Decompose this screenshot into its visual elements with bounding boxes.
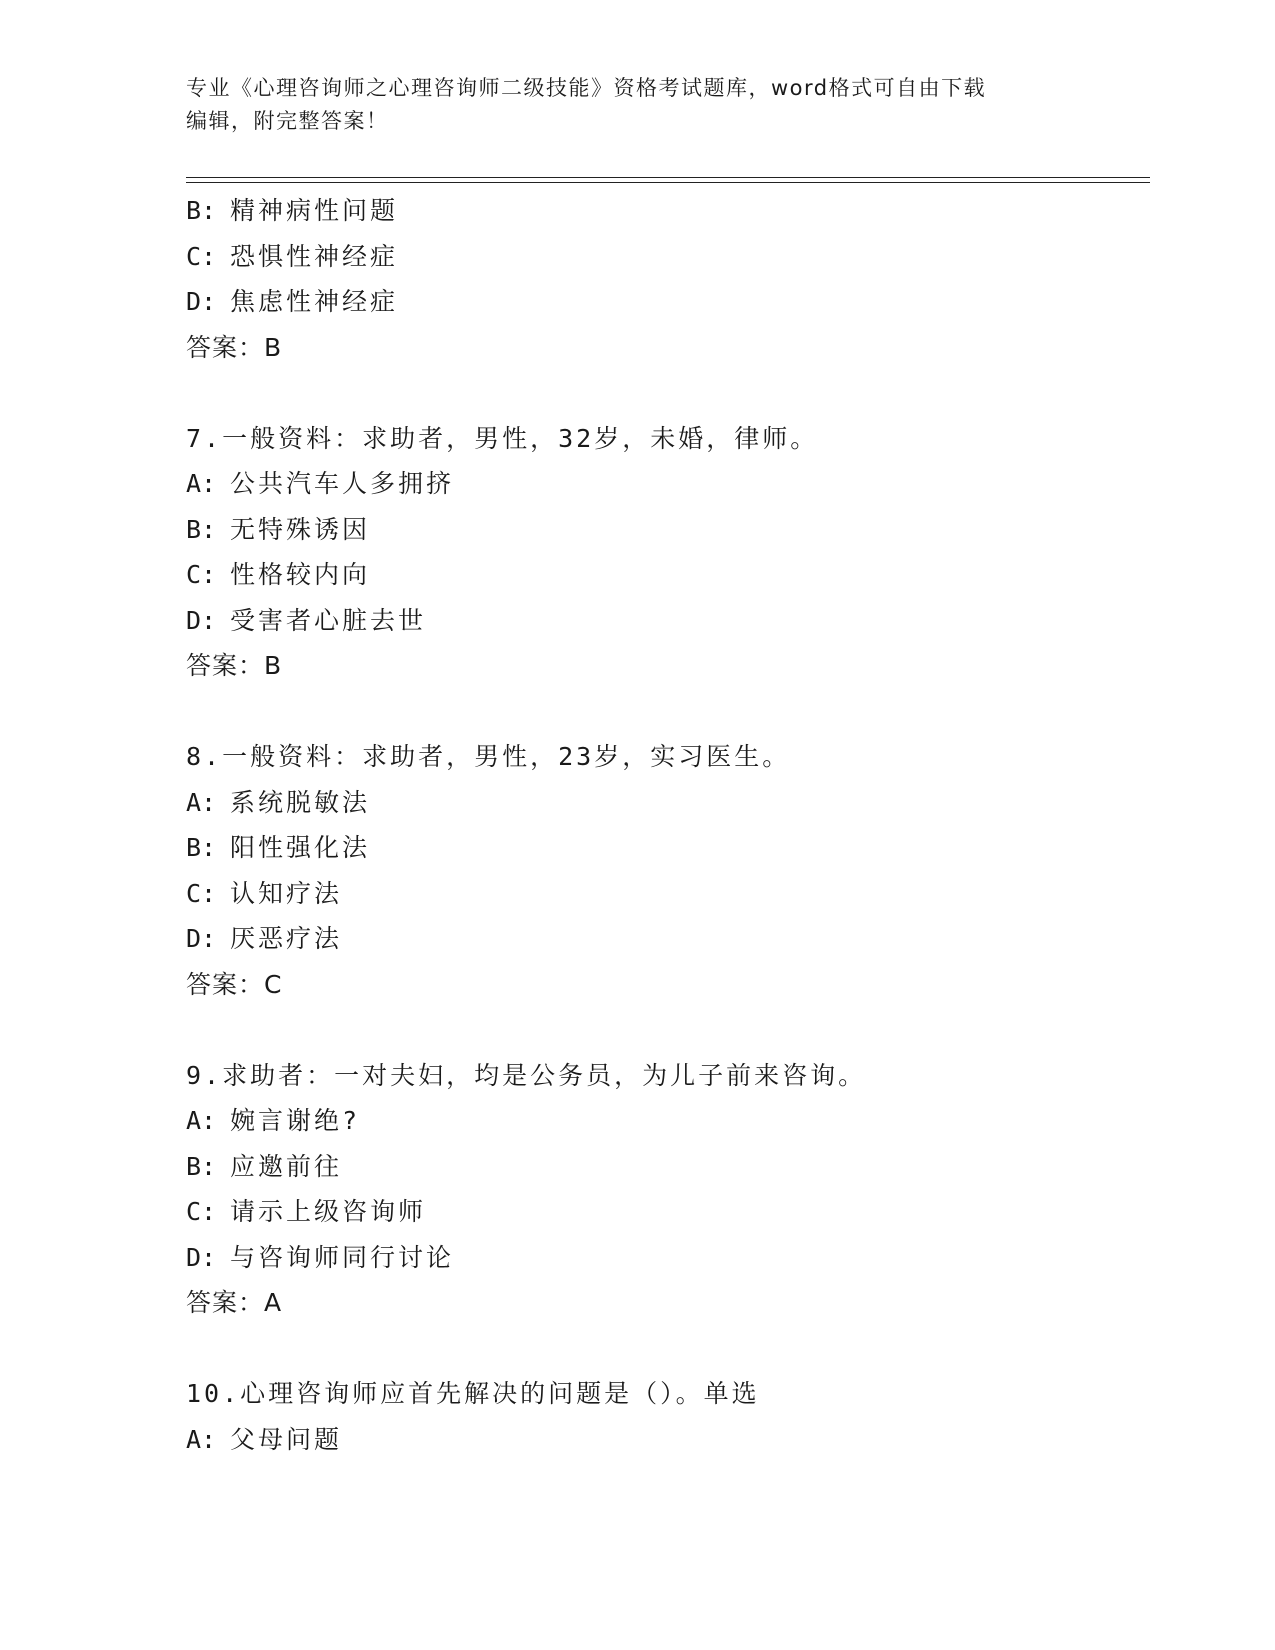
question-stem: 8.一般资料：求助者，男性，23岁，实习医生。 — [186, 742, 791, 771]
spacer — [186, 1007, 1146, 1053]
option-letter: A: — [186, 469, 217, 498]
option-letter: B: — [186, 1151, 217, 1181]
option-c — [186, 552, 1146, 598]
option-c — [186, 1189, 1146, 1235]
header-divider-top — [186, 177, 1150, 178]
option-text: 系统脱敏法 — [230, 787, 371, 817]
option-letter: C: — [186, 1197, 217, 1226]
option-b — [186, 825, 1146, 871]
option-letter: D: — [186, 924, 217, 953]
option-text: 性格较内向 — [230, 560, 371, 589]
option-a — [186, 461, 1146, 507]
option-text: 婉言谢绝? — [230, 1106, 361, 1135]
option-b — [186, 188, 1146, 234]
question-9 — [186, 1053, 1146, 1326]
option-text: 恐惧性神经症 — [230, 241, 399, 271]
question-8 — [186, 734, 1146, 1007]
answer-line: 答案：C — [186, 969, 283, 999]
option-text: 精神病性问题 — [230, 196, 399, 225]
question-stem: 9.求助者：一对夫妇，均是公务员，为儿子前来咨询。 — [186, 1060, 867, 1090]
option-text: 应邀前往 — [230, 1151, 343, 1181]
header-line-2: 编辑，附完整答案！ — [186, 109, 389, 133]
answer-line: 答案：A — [186, 1288, 283, 1317]
option-c — [186, 234, 1146, 280]
option-letter: B: — [186, 514, 217, 544]
option-text: 与咨询师同行讨论 — [230, 1242, 455, 1272]
option-b — [186, 507, 1146, 553]
option-text: 焦虑性神经症 — [230, 287, 399, 316]
question-10 — [186, 1371, 1146, 1462]
question-6-partial — [186, 188, 1146, 370]
option-letter: C: — [186, 560, 217, 589]
option-letter: C: — [186, 878, 217, 908]
header-line-1: 专业《心理咨询师之心理咨询师二级技能》资格考试题库，word格式可自由下载 — [186, 76, 987, 100]
answer-line: 答案：B — [186, 332, 283, 362]
document-header — [186, 72, 1066, 138]
option-a — [186, 780, 1146, 826]
question-stem: 7.一般资料：求助者，男性，32岁，未婚，律师。 — [186, 423, 819, 453]
option-letter: A: — [186, 1424, 217, 1454]
option-letter: B: — [186, 833, 217, 862]
header-divider-bottom — [186, 182, 1150, 183]
option-letter: D: — [186, 605, 217, 635]
option-text: 厌恶疗法 — [230, 924, 343, 953]
option-a — [186, 1417, 1146, 1463]
option-letter: A: — [186, 787, 217, 817]
option-text: 认知疗法 — [230, 878, 343, 908]
question-list — [186, 188, 1146, 1462]
option-text: 无特殊诱因 — [230, 514, 371, 544]
spacer — [186, 370, 1146, 416]
option-letter: B: — [186, 196, 217, 225]
option-text: 公共汽车人多拥挤 — [230, 469, 455, 498]
option-b — [186, 1144, 1146, 1190]
option-letter: D: — [186, 287, 217, 316]
option-text: 阳性强化法 — [230, 833, 371, 862]
answer-line: 答案：B — [186, 651, 283, 680]
option-letter: D: — [186, 1242, 217, 1272]
option-d — [186, 279, 1146, 325]
option-a — [186, 1098, 1146, 1144]
option-c — [186, 871, 1146, 917]
option-letter: A: — [186, 1106, 217, 1135]
option-letter: C: — [186, 241, 217, 271]
option-d — [186, 1235, 1146, 1281]
question-7 — [186, 416, 1146, 689]
option-text: 父母问题 — [230, 1424, 343, 1454]
question-stem: 10.心理咨询师应首先解决的问题是（）。单选 — [186, 1379, 760, 1408]
spacer — [186, 689, 1146, 735]
option-d — [186, 916, 1146, 962]
option-d — [186, 598, 1146, 644]
option-text: 请示上级咨询师 — [230, 1197, 427, 1226]
spacer — [186, 1326, 1146, 1372]
option-text: 受害者心脏去世 — [230, 605, 427, 635]
